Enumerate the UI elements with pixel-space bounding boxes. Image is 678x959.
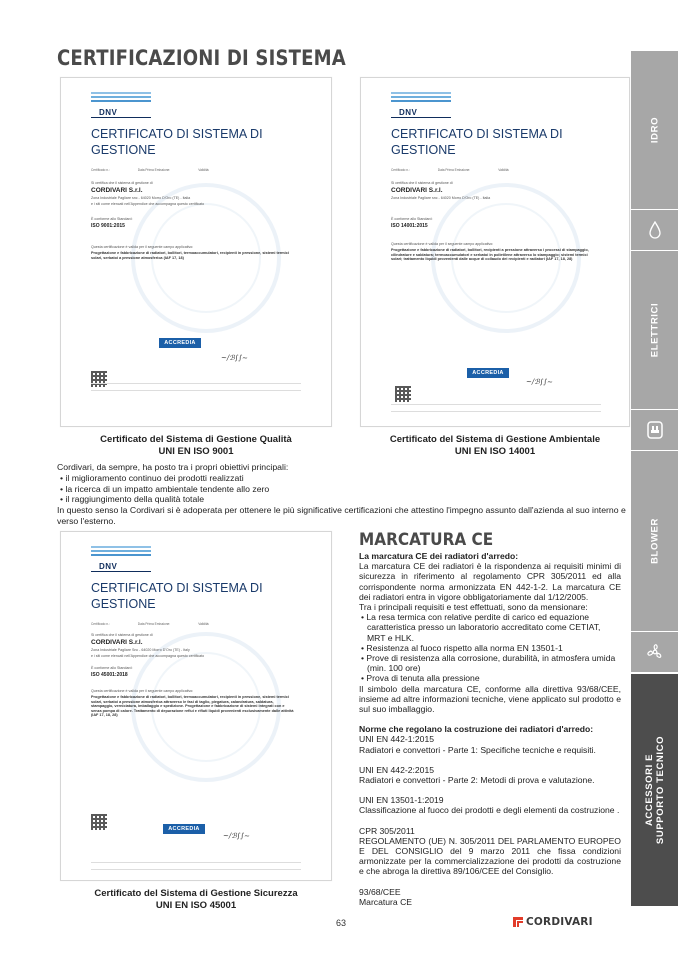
certificate-standard: ISO 9001:2015 (91, 223, 125, 229)
certificate-scope-label: Questa certificazione è valida per il seguente campo applicativo: (91, 245, 194, 249)
certificate-conform: È conforme allo Standard: (91, 666, 133, 670)
certificate-conform: È conforme allo Standard: (391, 217, 433, 221)
dnv-logo: DNV (99, 108, 118, 117)
certificate-address: Zona Industriale Pagliare snc - 64020 Morro D'Oro (TE) - Italia (91, 196, 191, 200)
side-tab-elettrici[interactable]: ELETTRICI (631, 251, 678, 409)
norm-desc: Marcatura CE (359, 896, 413, 907)
norm-desc: Radiatori e convettori - Parte 2: Metodi di prova e valutazione. (359, 775, 595, 786)
ce-paragraph: Il simbolo della marcatura CE, conforme alla direttiva 93/68/CEE, insieme ad altre informazioni tecniche, viene applicato sul prodotto e sul suo imballaggio. (359, 683, 621, 715)
plug-icon (631, 410, 678, 450)
accredia-logo: ACCREDIA (467, 368, 509, 378)
cordivari-mark-icon (513, 917, 523, 927)
signature: ~/ℬ∫∫∼ (221, 354, 248, 362)
certificate-standard: ISO 14001:2015 (391, 223, 428, 229)
certificate-iso-45001 (60, 531, 332, 881)
page-title: CERTIFICAZIONI DI SISTEMA (57, 46, 346, 70)
ce-heading: La marcatura CE dei radiatori d'arredo: (359, 551, 519, 561)
side-tab-accessori[interactable]: ACCESSORI E SUPPORTO TECNICO (631, 674, 678, 906)
certificate-iso-14001 (360, 77, 630, 427)
certificate-scope: Progettazione e fabbricazione di radiatori, bollitori, termoaccumulatori, recipienti in pressione, sistemi termici solari, serbatoi a pressione atmosferica attraverso le fasi di taglio, piegatura, calandratura, saldatura, stampaggio, verniciatura, imballaggio e spedizione. Progettazione e fabbricazione di sistemi integrati con e senza pompa di calore. Trattamento di depurazione reflui e rifiuti liquidi provenienti esclusivamente dalle attività (IAF 17, 18, 28) (91, 695, 294, 718)
intro-text (57, 462, 627, 527)
certificate-address: Zona Industriale Pagliare snc - 64020 Morro D'Oro (TE) - Italia (391, 196, 491, 200)
ce-bullet: • La resa termica con relative perdite di carico ed equazione caratteristica presso un laboratorio accreditato come CETIAT, MRT e HLK. (361, 612, 601, 643)
certificate-intro: Si certifica che il sistema di gestione di (391, 181, 453, 185)
certificate-title: CERTIFICATO DI SISTEMA DI GESTIONE (91, 127, 263, 157)
norm-code: 93/68/CEE (359, 886, 401, 897)
ce-section (359, 551, 621, 907)
certificate-sites: e i siti come elencati nell'Appendice che accompagna questo certificato (91, 202, 205, 206)
cordivari-logo (513, 916, 593, 928)
signature: ~/ℬ∫∫∼ (223, 832, 250, 840)
fan-icon (631, 632, 678, 672)
norm-code: UNI EN 442-1:2015 (359, 734, 434, 745)
accredia-logo: ACCREDIA (159, 338, 201, 348)
ce-title: MARCATURA CE (359, 530, 494, 550)
norm-desc: Radiatori e convettori - Parte 1: Specifiche tecniche e requisiti. (359, 744, 596, 755)
norm-desc: Classificazione al fuoco dei prodotti e degli elementi da costruzione . (359, 805, 620, 816)
certificate-company: CORDIVARI S.r.l. (91, 187, 143, 194)
signature: ~/ℬ∫∫∼ (526, 378, 553, 386)
certificate-scope-label: Questa certificazione è valida per il seguente campo applicativo: (91, 689, 194, 693)
dnv-logo: DNV (399, 108, 418, 117)
page-number: 63 (336, 918, 347, 928)
qr-code-icon (91, 371, 107, 387)
ce-bullet: • Prova di tenuta alla pressione (361, 673, 480, 684)
ce-bullet: • Prove di resistenza alla corrosione, durabilità, in atmosfera umida (min. 100 ore) (361, 653, 616, 674)
certificate-caption-iso-14001: Certificato del Sistema di Gestione Ambientale UNI EN ISO 14001 (389, 434, 601, 457)
ce-bullet: • Resistenza al fuoco rispetto alla norma EN 13501-1 (361, 642, 563, 653)
dnv-bands (91, 546, 151, 558)
norm-code: UNI EN 13501-1:2019 (359, 795, 444, 806)
certificate-standard: ISO 45001:2018 (91, 672, 128, 678)
norm-desc: REGOLAMENTO (UE) N. 305/2011 DEL PARLAMENTO EUROPEO E DEL CONSIGLIO del 9 marzo 2011 che fissa condizioni armonizzate per la commercializzazione dei prodotti da costruzione e che abroga la direttiva 89/106/CEE del Consiglio. (359, 835, 621, 877)
certificate-meta: Certificato n.: Data Prima Emissione: Validità: (91, 168, 210, 172)
certificate-title: CERTIFICATO DI SISTEMA DI GESTIONE (91, 581, 263, 611)
certificate-caption-iso-9001: Certificato del Sistema di Gestione Qualità UNI EN ISO 9001 (100, 434, 292, 457)
certificate-sites: e i siti come elencati nell'Appendice che accompagna questo certificato (91, 654, 205, 658)
dnv-bands (91, 92, 151, 104)
certificate-title: CERTIFICATO DI SISTEMA DI GESTIONE (391, 127, 563, 157)
certificate-intro: Si certifica che il sistema di gestione di (91, 181, 153, 185)
certificate-scope: Progettazione e fabbricazione di radiatori, bollitori, recipienti a pressione attraverso i processi di stampaggio, cilindrature e saldatura; termoaccumulatori e serbatoi in polietilene attraverso lo stampaggio; sistemi termici solari; trattamento liquidi provenienti dalle acque di collaudo dei recipienti e radiatori (IAF 17, 18, 28) (391, 248, 589, 262)
certificate-iso-9001 (60, 77, 332, 427)
certificate-caption-iso-45001: Certificato del Sistema di Gestione Sicurezza UNI EN ISO 45001 (94, 888, 298, 911)
certificate-address: Zona Industriale Pagliare Snc - 64020 Morro D'Oro (TE) - Italy (91, 648, 190, 652)
intro-bullet: • il raggiungimento della qualità totale (60, 494, 205, 505)
norm-code: UNI EN 442-2:2015 (359, 764, 434, 775)
certificate-company: CORDIVARI S.r.l. (91, 639, 143, 646)
intro-bullet: • la ricerca di un impatto ambientale tendente allo zero (60, 483, 270, 494)
certificate-company: CORDIVARI S.r.l. (391, 187, 443, 194)
intro-closing: In questo senso la Cordivari si è adoperata per ottenere le più significative certificazioni che attestino l'impegno assunto dall'azienda al suo interno e verso l'esterno. (57, 505, 626, 526)
dnv-logo: DNV (99, 562, 118, 571)
certificate-meta: Certificato n.: Data Prima Emissione: Validità: (91, 622, 210, 626)
ce-heading: Norme che regolano la costruzione dei radiatori d'arredo: (359, 724, 594, 735)
certificate-conform: È conforme allo Standard: (91, 217, 133, 221)
ce-paragraph: Tra i principali requisiti e test effettuati, sono da mensionare: (359, 602, 588, 613)
certificate-meta: Certificato n.: Data Prima Emissione: Validità: (391, 168, 510, 172)
certificate-scope-label: Questa certificazione è valida per il seguente campo applicativo: (391, 242, 494, 246)
qr-code-icon (91, 814, 107, 830)
certificate-scope: Progettazione e fabbricazione di radiatori, bollitori, termoaccumulatori, recipienti in pressione, sistemi termici solari, serbatoi a pressione atmosferica (IAF 17, 18) (91, 251, 289, 260)
norm-code: CPR 305/2011 (359, 825, 415, 836)
intro-lead: Cordivari, da sempre, ha posto tra i propri obiettivi principali: (57, 462, 289, 472)
dnv-bands (391, 92, 451, 104)
drop-icon (631, 210, 678, 250)
side-tab-idro[interactable]: IDRO (631, 51, 678, 209)
certificate-intro: Si certifica che il sistema di gestione di (91, 633, 153, 637)
brand-name: CORDIVARI (526, 916, 593, 928)
accredia-logo: ACCREDIA (163, 824, 205, 834)
side-tab-blower[interactable]: BLOWER (631, 451, 678, 631)
intro-bullet: • il miglioramento continuo dei prodotti realizzati (60, 472, 244, 483)
qr-code-icon (395, 386, 411, 402)
ce-paragraph: La marcatura CE dei radiatori è la rispondenza ai requisiti minimi di sicurezza in riferimento al regolamento CPR 305/2011 ed alla corrispondente norma armonizzata EN 442-1-2. La marcatura CE dei radiatori entra in vigore obbligatoriamente dal 1/12/2005. (359, 561, 621, 602)
